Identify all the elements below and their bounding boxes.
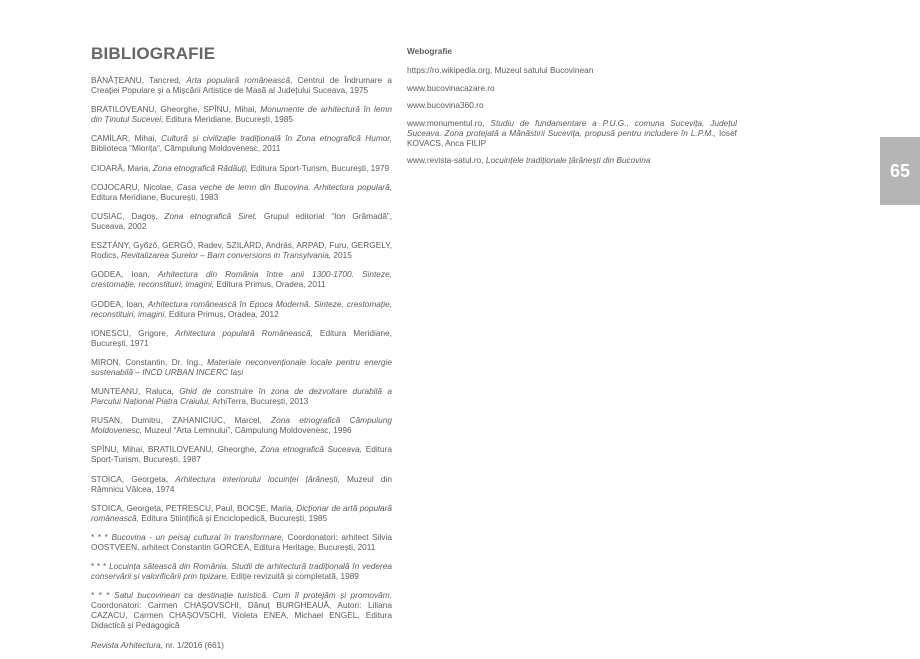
entry-text: SPÎNU, Mihai, BRATILOVEANU, Gheorghe, [91,444,261,455]
entry-text: ArhiTerra, București, 2013 [210,396,309,407]
bibliography-entry [91,386,392,406]
entry-text: GODEA, Ioan, [91,298,148,309]
entry-title-text: Revitalizarea Șurelor – Barn conversions in Transylvania, [120,250,332,261]
webography-entry [407,65,737,75]
bibliography-entry [91,75,392,95]
entry-text: https://ro.wikipedia.org, Muzeul satului Bucovinean [407,65,594,75]
entry-text: MIRON, Constantin, Dr. Ing., [91,356,208,367]
bibliography-entry [91,415,392,435]
bibliography-entry [91,474,392,494]
entry-text: STOICA, Georgeta, PETRESCU, Paul, BOCȘE, Maria, [91,502,297,513]
webography-entry [407,118,737,148]
entry-text: BĂNĂȚEANU, Tancred, [91,75,187,85]
entry-title-text: Satul bucovinean ca destinație turistică. Cum îl protejăm și promovăm, [114,590,392,601]
entry-text: * * * [91,561,110,572]
entry-title-text: Arhitectura interiorului locuinței țărănești, [175,473,340,484]
page-number: 65 [889,160,911,181]
webography-list [407,65,737,165]
entry-title-text: Zona etnografică Rădăuți, [152,162,249,173]
entry-text: COJOCARU, Nicolae, [91,181,177,192]
webography-title: Webografie [407,46,453,56]
bibliography-entry [91,357,392,377]
bibliography-entry [91,104,392,124]
entry-title-text: Ghid de construire în zona de dezvoltare durabilă a Parcului Național Piatra Craiului, [91,386,392,407]
entry-title-text: Zona etnografică Suceava, [260,444,363,455]
webography-entry [407,83,737,93]
entry-text: Grupul editorial “Ion Grămadă”, Suceava, 2002 [91,210,392,231]
bibliography-entry [91,640,392,650]
webography-entry [407,155,737,165]
entry-title-text: Dicționar de artă populară românească, [91,502,392,523]
bibliography-entry [91,211,392,231]
bibliography-entry [91,590,392,630]
bibliography-entry [91,269,392,289]
entry-title-text: Locuința sătească din România. Studii de arhitectură tradițională în vederea conservării și valorificării prin tipizare, [91,561,392,582]
entry-text: RUSAN, Dumitru, ZAHANICIUC, Marcel, [91,415,272,426]
entry-text: BRATILOVEANU, Gheorghe, SPÎNU, Mihai, [91,104,261,115]
bibliography-entry [91,444,392,464]
entry-text: Coordonatori: Carmen CHAȘOVSCHI, Dănuț BURGHEAUĂ, Autori: Liliana CAZACU, Carmen CHAȘOVSCHI, Violeta ENEA, Michael ENGEL, Editura Didactică și Pedagogică [91,600,392,631]
entry-text: Biblioteca “Miorița”, Câmpulung Moldovenesc, 2011 [91,143,281,154]
bibliography-entry [91,299,392,319]
entry-text: Editura Sport-Turism, București, 1987 [91,444,393,465]
entry-text: CIOARĂ, Maria, [91,162,153,173]
entry-text: STOICA, Georgeta, [91,473,176,484]
entry-text: www.revista-satul.ro, [407,155,486,165]
webography-section [407,46,737,173]
entry-title-text: Casa veche de lemn din Bucovina. Arhitectura populară, [176,181,392,192]
entry-text: Muzeul “Arta Lemnului”, Câmpulung Moldovenesc, 1996 [142,425,352,436]
entry-title-text: Cultură și civilizație tradițională în Zona etnografică Humor, [161,133,392,144]
entry-text: Editura Sport-Turism, București, 1979 [248,162,390,173]
entry-text: Muzeul din Râmnicu Vâlcea, 1974 [91,473,392,494]
bibliography-entry [91,163,392,173]
entry-title-text: Monumente de arhitectură în lemn din Ținutul Sucevei, [91,104,392,125]
entry-text: Editura Primus, Oradea, 2012 [166,308,279,319]
page-title: BIBLIOGRAFIE [91,44,216,63]
entry-text: , Centrul de Îndrumare a Creației Populare și a Mișcării Artistice de Masă al Județului Suceava, 1975 [91,75,392,95]
bibliography-entry [91,503,392,523]
entry-title-text: Arhitectura din România între anii 1300-1700. Sinteze, crestomație, reconstituiri, imagini, [91,269,392,290]
entry-title-text: Zona etnografică Siret, [164,210,258,221]
entry-text: nr. 1/2016 (661) [163,639,224,650]
bibliography-entry [91,532,392,552]
page-number-tab [880,137,920,205]
entry-text: GODEA, Ioan, [91,269,158,280]
entry-text: IONESCU, Grigore, [91,327,176,338]
entry-title-text: Arta populară românească [186,75,291,85]
bibliography-entry [91,328,392,348]
entry-title-text: Arhitectura românească în Epoca Modernă. Sinteze, crestomație, reconstituiri, imagini, [91,298,392,319]
entry-text: www.bucovina360.ro [407,100,484,110]
entry-title-text: Materiale neconvenționale locale pentru energie sustenabilă – INCD URBAN INCERC Iași [91,356,392,377]
bibliography-entry [91,240,392,260]
entry-text: Coordonatori: arhitect Silvia OOSTVEEN, arhitect Constantin GORCEA, Editura Heritage, București, 2011 [91,532,392,552]
bibliography-entry [91,133,392,153]
entry-text: * * * [91,532,112,542]
entry-title-text: Arhitectura populară Românească, [175,327,313,338]
entry-text: CAMILAR, Mihai, [91,133,162,144]
bibliography-entry [91,182,392,202]
entry-text: CUSIAC, Dagoș, [91,210,165,221]
bibliography-list [91,75,392,659]
entry-text: www.bucovinacazare.ro [407,82,495,93]
entry-text: Editura Științifică și Enciclopedică, București, 1985 [138,512,328,523]
entry-text: MUNTEANU, Raluca, [91,386,180,397]
entry-text: Editura Meridiane, București, 1983 [91,191,219,202]
entry-text: Iosef KOVACS, Anca FILIP [407,127,737,148]
entry-title-text: Locuințele tradiționale țărănești din Bucovina [485,155,651,165]
bibliography-entry [91,561,392,581]
entry-text: Editura Meridiane, București, 1985 [163,114,294,125]
entry-text: * * * [91,590,115,601]
entry-text: 2015 [331,250,352,261]
entry-title-text: Bucovina - un peisaj cultural în transformare, [111,532,284,542]
entry-text: www.monumentul.ro, [407,117,491,128]
entry-text: Editura Meridiane, București, 1971 [91,327,392,348]
webography-entry [407,100,737,110]
entry-text: Ediție revizuită și completată, 1989 [228,571,359,582]
entry-title-text: Zona etnografică Câmpulung Moldovenesc, [91,415,392,436]
entry-text: ESZTÁNY, Győző, GERGŐ, Radev, SZILÁRD, András, ARPAD, Furu, GERGELY, Rodics, [91,240,392,261]
entry-title-text: Studiu de fundamentare a P.U.G., comuna Sucevița, Județul Suceava. Zona protejată a Mănăstirii Sucevița, propusă pentru includere în L.P.M., [407,117,737,138]
entry-title-text: Revista Arhitectura, [91,639,164,650]
entry-text: Editura Primus, Oradea, 2011 [214,279,326,290]
